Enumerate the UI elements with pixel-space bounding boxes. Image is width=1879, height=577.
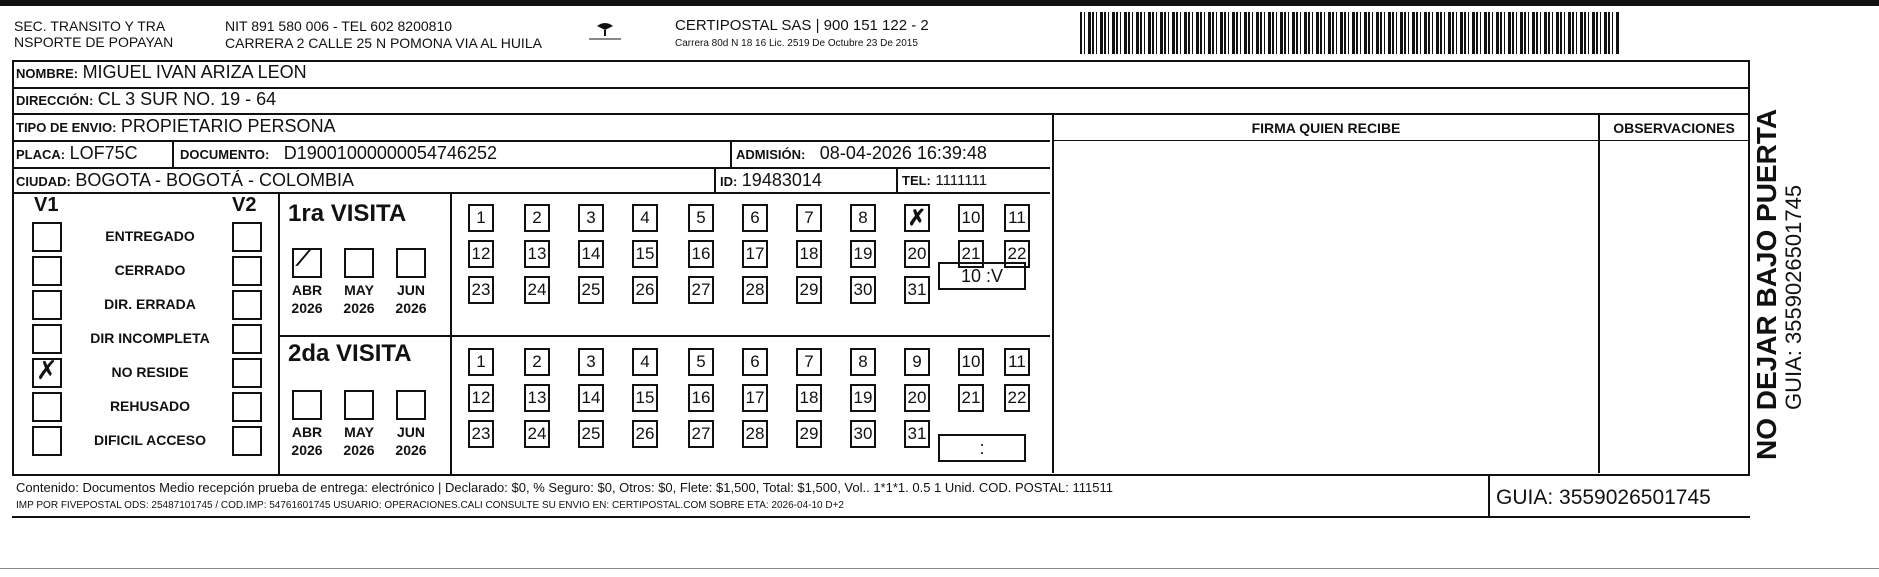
first-visit-day-10[interactable]: 10 <box>958 204 984 232</box>
direccion-value: CL 3 SUR NO. 19 - 64 <box>97 89 277 109</box>
second-visit-month-may-checkbox[interactable] <box>344 390 374 420</box>
second-visit-day-4[interactable]: 4 <box>632 348 658 376</box>
second-visit-day-28[interactable]: 28 <box>742 420 768 448</box>
placa-label: PLACA: <box>16 147 66 162</box>
first-visit-day-7[interactable]: 7 <box>796 204 822 232</box>
v2-checkbox-dificil-acceso[interactable] <box>232 426 262 456</box>
row-divider <box>12 140 1050 142</box>
first-visit-day-6[interactable]: 6 <box>742 204 768 232</box>
second-visit-month-abr-checkbox[interactable] <box>292 390 322 420</box>
first-visit-day-9[interactable]: ✗ <box>904 204 930 232</box>
first-visit-day-16[interactable]: 16 <box>688 240 714 268</box>
v1-checkbox-dificil-acceso[interactable] <box>32 426 62 456</box>
second-visit-month-jun-checkbox[interactable] <box>396 390 426 420</box>
sender-address: CARRERA 2 CALLE 25 N POMONA VIA AL HUILA <box>225 35 542 51</box>
second-visit-day-5[interactable]: 5 <box>688 348 714 376</box>
v1-checkbox-dir-incompleta[interactable] <box>32 324 62 354</box>
second-visit-day-9[interactable]: 9 <box>904 348 930 376</box>
carrier-logo <box>585 20 625 42</box>
second-visit-day-19[interactable]: 19 <box>850 384 876 412</box>
status-label: NO RESIDE <box>111 364 189 380</box>
documento-value: D19001000000054746252 <box>283 143 497 163</box>
second-visit-day-24[interactable]: 24 <box>524 420 550 448</box>
first-visit-day-1[interactable]: 1 <box>468 204 494 232</box>
first-visit-day-15[interactable]: 15 <box>632 240 658 268</box>
ciudad-label: CIUDAD: <box>16 174 71 189</box>
direccion-label: DIRECCIÓN: <box>16 93 94 108</box>
second-visit-day-30[interactable]: 30 <box>850 420 876 448</box>
v2-header: V2 <box>232 194 257 216</box>
side-notice <box>1752 80 1806 460</box>
second-visit-day-11[interactable]: 11 <box>1004 348 1030 376</box>
year-label: 2026 <box>291 300 323 316</box>
observaciones-header: OBSERVACIONES <box>1613 120 1735 136</box>
col-divider <box>1598 113 1600 473</box>
first-visit-day-26[interactable]: 26 <box>632 276 658 304</box>
no-dejar-bajo-puerta: NO DEJAR BAJO PUERTA <box>1751 108 1782 460</box>
section-divider <box>278 335 1050 337</box>
agency-name: SEC. TRANSITO Y TRA NSPORTE DE POPAYAN <box>14 18 174 50</box>
top-rule <box>0 0 1879 6</box>
checked-mark-icon: ✗ <box>36 356 58 386</box>
cell-divider <box>172 142 174 167</box>
second-visit-day-21[interactable]: 21 <box>958 384 984 412</box>
first-visit-day-21[interactable]: 21 <box>958 240 984 268</box>
row-divider <box>12 192 1050 194</box>
ciudad-value: BOGOTA - BOGOTÁ - COLOMBIA <box>75 170 355 190</box>
v2-checkbox-no-reside[interactable] <box>232 358 262 388</box>
first-visit-day-3[interactable]: 3 <box>578 204 604 232</box>
first-visit-day-25[interactable]: 25 <box>578 276 604 304</box>
second-visit-day-14[interactable]: 14 <box>578 384 604 412</box>
first-visit-day-18[interactable]: 18 <box>796 240 822 268</box>
v2-checkbox-cerrado[interactable] <box>232 256 262 286</box>
first-visit-day-28[interactable]: 28 <box>742 276 768 304</box>
first-visit-day-14[interactable]: 14 <box>578 240 604 268</box>
month-label: MAY <box>344 282 374 298</box>
first-visit-day-30[interactable]: 30 <box>850 276 876 304</box>
second-visit-day-23[interactable]: 23 <box>468 420 494 448</box>
admision-value: 08-04-2026 16:39:48 <box>819 143 987 163</box>
first-visit-day-13[interactable]: 13 <box>524 240 550 268</box>
second-visit-day-12[interactable]: 12 <box>468 384 494 412</box>
first-visit-day-11[interactable]: 11 <box>1004 204 1030 232</box>
section-divider <box>450 194 452 474</box>
v1-checkbox-cerrado[interactable] <box>32 256 62 286</box>
v2-checkbox-entregado[interactable] <box>232 222 262 252</box>
second-visit-title: 2da VISITA <box>288 340 412 367</box>
first-visit-title: 1ra VISITA <box>288 200 407 227</box>
month-label: ABR <box>291 282 323 298</box>
tel-label: TEL: <box>902 173 931 188</box>
first-visit-day-5[interactable]: 5 <box>688 204 714 232</box>
second-visit-day-8[interactable]: 8 <box>850 348 876 376</box>
footer-bottom <box>12 516 1750 518</box>
second-visit-day-7[interactable]: 7 <box>796 348 822 376</box>
footer-divider <box>1488 476 1490 516</box>
placa-cell <box>16 143 138 164</box>
id-label: ID: <box>720 174 738 189</box>
first-visit-month-may-checkbox[interactable] <box>344 248 374 278</box>
year-label: 2026 <box>343 300 375 316</box>
year-label: 2026 <box>343 442 375 458</box>
second-visit-day-20[interactable]: 20 <box>904 384 930 412</box>
second-visit-time-field[interactable]: : <box>938 434 1026 462</box>
second-visit-day-18[interactable]: 18 <box>796 384 822 412</box>
barcode <box>1080 12 1620 54</box>
month-label: MAY <box>344 424 374 440</box>
tel-cell <box>902 172 987 190</box>
documento-label: DOCUMENTO: <box>180 147 270 162</box>
nombre-row <box>16 62 307 83</box>
row-divider <box>12 113 1750 115</box>
first-visit-time-field[interactable]: 10 :V <box>938 262 1026 290</box>
first-visit-month-abr-checkbox[interactable] <box>292 248 322 278</box>
first-visit-day-22[interactable]: 22 <box>1004 240 1030 268</box>
second-visit-day-31[interactable]: 31 <box>904 420 930 448</box>
id-value: 19483014 <box>741 170 822 190</box>
year-label: 2026 <box>395 442 427 458</box>
direccion-row <box>16 89 276 110</box>
second-visit-day-3[interactable]: 3 <box>578 348 604 376</box>
second-visit-day-27[interactable]: 27 <box>688 420 714 448</box>
v2-checkbox-dir-incompleta[interactable] <box>232 324 262 354</box>
second-visit-day-17[interactable]: 17 <box>742 384 768 412</box>
status-label: DIR. ERRADA <box>104 296 196 312</box>
documento-cell <box>180 143 497 164</box>
bottom-rule <box>0 568 1879 569</box>
second-visit-day-25[interactable]: 25 <box>578 420 604 448</box>
second-visit-day-13[interactable]: 13 <box>524 384 550 412</box>
cell-divider <box>896 169 898 192</box>
cell-divider <box>730 142 732 167</box>
first-visit-day-8[interactable]: 8 <box>850 204 876 232</box>
v1-checkbox-rehusado[interactable] <box>32 392 62 422</box>
status-label: REHUSADO <box>109 398 191 414</box>
v2-checkbox-rehusado[interactable] <box>232 392 262 422</box>
second-visit-day-29[interactable]: 29 <box>796 420 822 448</box>
v1-checkbox-entregado[interactable] <box>32 222 62 252</box>
status-label: ENTREGADO <box>105 228 195 244</box>
year-label: 2026 <box>395 300 427 316</box>
first-visit-day-2[interactable]: 2 <box>524 204 550 232</box>
carrier-name: CERTIPOSTAL SAS | 900 151 122 - 2 <box>675 17 929 34</box>
footer-guia: GUIA: 3559026501745 <box>1496 486 1711 509</box>
firma-header: FIRMA QUIEN RECIBE <box>1251 120 1401 136</box>
checked-mark-icon: ⟋ <box>296 246 312 271</box>
year-label: 2026 <box>291 442 323 458</box>
id-cell <box>720 170 822 191</box>
second-visit-day-26[interactable]: 26 <box>632 420 658 448</box>
month-label: ABR <box>291 424 323 440</box>
first-visit-day-31[interactable]: 31 <box>904 276 930 304</box>
nombre-value: MIGUEL IVAN ARIZA LEON <box>82 62 307 82</box>
carrier-address: Carrera 80d N 18 16 Lic. 2519 De Octubre 23 De 2015 <box>675 38 918 49</box>
contenido-text: Contenido: Documentos Medio recepción prueba de entrega: electrónico | Declarado: $0, % Seguro: $0, Otros: $0, Flete: $1,500, Total: $1,500, Vol.. 1*1*1. 0.5 1 Unid. COD. POSTAL: 111511 <box>16 480 1113 495</box>
carrier-logo-icon <box>585 20 625 42</box>
status-label: CERRADO <box>114 262 186 278</box>
second-visit-day-1[interactable]: 1 <box>468 348 494 376</box>
nombre-label: NOMBRE: <box>16 66 79 81</box>
second-visit-day-10[interactable]: 10 <box>958 348 984 376</box>
first-visit-day-20[interactable]: 20 <box>904 240 930 268</box>
second-visit-day-22[interactable]: 22 <box>1004 384 1030 412</box>
tipo-label: TIPO DE ENVIO: <box>16 120 117 135</box>
first-visit-month-jun-checkbox[interactable] <box>396 248 426 278</box>
col-divider <box>1052 113 1054 473</box>
placa-value: LOF75C <box>69 143 138 163</box>
ciudad-cell <box>16 170 354 191</box>
first-visit-day-24[interactable]: 24 <box>524 276 550 304</box>
second-visit-day-2[interactable]: 2 <box>524 348 550 376</box>
admision-cell <box>736 143 987 164</box>
second-visit-day-16[interactable]: 16 <box>688 384 714 412</box>
first-visit-day-19[interactable]: 19 <box>850 240 876 268</box>
month-label: JUN <box>396 282 425 298</box>
cell-divider <box>714 169 716 192</box>
row-divider <box>12 167 1050 169</box>
v1-header: V1 <box>34 194 59 216</box>
section-divider <box>278 194 280 474</box>
v1-checkbox-dir-errada[interactable] <box>32 290 62 320</box>
side-guia: GUIA: 3559026501745 <box>1781 184 1806 410</box>
status-label: DIR INCOMPLETA <box>90 330 210 346</box>
first-visit-day-17[interactable]: 17 <box>742 240 768 268</box>
imp-text: IMP POR FIVEPOSTAL ODS: 25487101745 / COD.IMP: 54761601745 USUARIO: OPERACIONES.CALI CONSULTE SU ENVIO EN: CERTIPOSTAL.COM SOBRE ETA: 2026-04-10 D+2 <box>16 500 844 511</box>
second-visit-day-6[interactable]: 6 <box>742 348 768 376</box>
tipo-value: PROPIETARIO PERSONA <box>120 116 336 136</box>
first-visit-day-23[interactable]: 23 <box>468 276 494 304</box>
v1-checkbox-no-reside[interactable] <box>32 358 62 388</box>
second-visit-day-15[interactable]: 15 <box>632 384 658 412</box>
status-label: DIFICIL ACCESO <box>93 432 206 448</box>
first-visit-day-4[interactable]: 4 <box>632 204 658 232</box>
first-visit-day-12[interactable]: 12 <box>468 240 494 268</box>
tipo-row <box>16 116 336 137</box>
first-visit-day-29[interactable]: 29 <box>796 276 822 304</box>
v2-checkbox-dir-errada[interactable] <box>232 290 262 320</box>
row-divider <box>1052 140 1750 141</box>
month-label: JUN <box>396 424 425 440</box>
admision-label: ADMISIÓN: <box>736 147 806 162</box>
tel-value: 1111111 <box>935 172 988 189</box>
first-visit-day-27[interactable]: 27 <box>688 276 714 304</box>
nit-tel: NIT 891 580 006 - TEL 602 8200810 <box>225 18 453 34</box>
